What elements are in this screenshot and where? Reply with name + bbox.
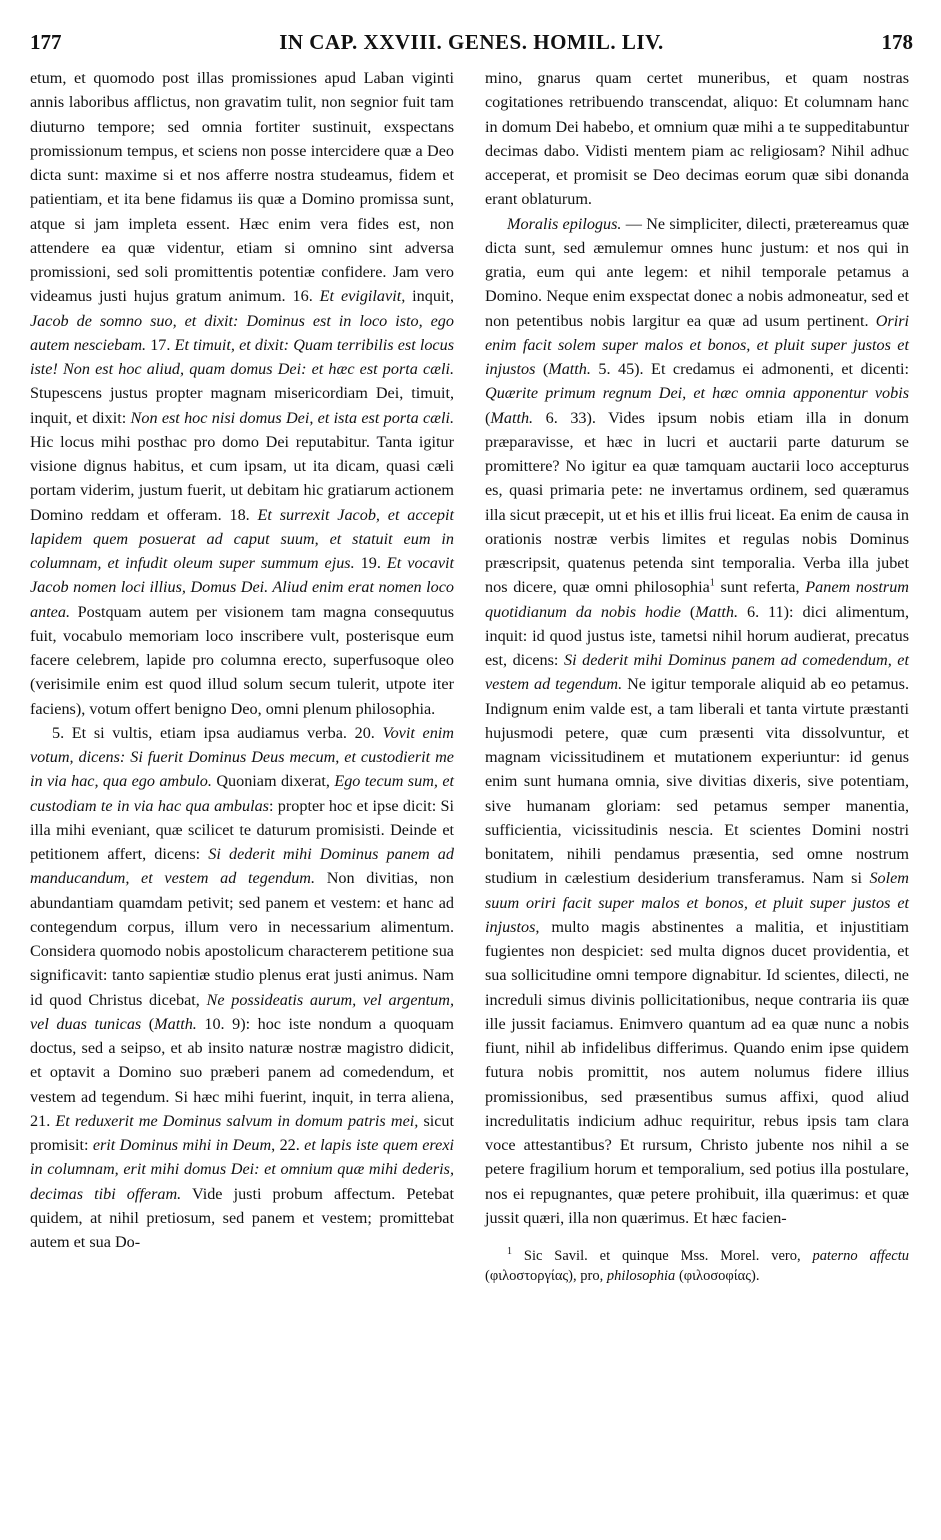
text-run: : propter hoc et ipse dicit: Si illa mihi eveniant, quæ scilicet te daturum promisisti. Deinde et petitionem affert, dicens:: [30, 796, 454, 863]
text-run: 5. 45). Et credamus ei admonenti, et dicenti:: [590, 360, 909, 378]
text-run: (φιλοστοργίας), pro,: [485, 1268, 607, 1284]
italic-text: Et evigilavit,: [319, 287, 406, 306]
paragraph: [485, 212, 909, 1231]
italic-text: Si dederit mihi Dominus panem ad manducandum, et vestem ad tegendum.: [30, 845, 454, 888]
italic-text: Si dederit mihi Dominus panem ad comedendum, et vestem ad tegendum.: [485, 651, 909, 694]
text-run: Vide justi probum affectum. Petebat quidem, at nihil pretiosum, sed panem et vestem; promittebat autem et sua Do-: [30, 1184, 454, 1251]
italic-text: Et vocavit Jacob nomen loci illius, Domus Dei. Aliud enim erat nomen loco antea.: [30, 554, 454, 621]
text-run: Quoniam dixerat,: [211, 772, 335, 791]
text-run: (: [485, 408, 491, 427]
text-run: sunt referta,: [714, 578, 806, 597]
paragraph: [485, 66, 909, 212]
text-run: Stupescens justus propter magnam misericordiam Dei, timuit, inquit, et dixit:: [30, 384, 454, 427]
italic-text: et lapis iste quem erexi in columnam, erit mihi domus Dei: et omnium quæ mihi dederis, decimas tibi offeram.: [30, 1136, 454, 1203]
text-run: Ne igitur temporale aliquid ab eo petamus. Indignum enim valde est, a tam liberali et tanta virtute præstanti hujusmodi petere, quæ cum præsenti vita dissolvuntur, et magnam vicissitudinem et mutationem experiuntur: id genus enim sunt humana omnia, sive divitias dixeris, sive potentiam, sive humanam gloriam: sed petamus semper manentia, sufficientia, vicissitudinis nescia. Et scientes Domini nostri bonitatem, nihili pendamus præsentia, sed omne nostrum studium in cælestium desiderium transferamus. Nam si: [485, 675, 909, 888]
footnote-marker: 1: [507, 1246, 512, 1258]
italic-text: erit Dominus mihi in Deum: [92, 1136, 272, 1154]
text-run: 6. 33). Vides ipsum nobis etiam illa in donum præparavisse, et hæc in lucri et auctarii parte daturum se promittere? No igitur ea quæ tamquam auctarii loco accepturus es, quasi primaria pete: ne invertamus ordinem, sed quæramus illa sicut præcepit, ut et his et illis frui liceat. Ea enim de causa in orationis nostræ verbis limites et regulas nobis Dominus præscripsit, quatenus petenda sint temporalia. Verba illa jubet nos dicere, quæ omni philosophia: [485, 408, 909, 597]
text-run: (: [535, 360, 549, 378]
paragraph: [30, 721, 454, 1255]
italic-text: paterno affectu: [812, 1248, 909, 1264]
italic-text: Matth.: [490, 408, 534, 427]
italic-text: Jacob de somno suo, et dixit: Dominus est in loco isto, ego autem nesciebam.: [30, 311, 454, 354]
text-run: (: [141, 1014, 155, 1033]
text-run: 6. 11): dici alimentum, inquit: id quod justus iste, tametsi nihil horum audierat, precatus est, dicens:: [485, 602, 910, 669]
text-run: (φιλοσοφίας).: [675, 1268, 760, 1284]
text-run: (: [680, 602, 696, 621]
italic-text: Solem suum oriri facit super malos et bonos, et pluit super justos et injustos,: [485, 869, 909, 936]
italic-text: Matth.: [695, 602, 739, 621]
text-run: etum, et quomodo post illas promissiones apud Laban viginti annis laboribus afflictus, non gravatim tulit, non segnior fuit tam diuturno tempore; sed omnia fortiter sustinuit, exspectans promissionum tempus, et sciens non posse intercidere quæ a Deo dicta sunt: maxime si et nos afferre nostra studeamus, fidem et patientiam, et ita bene fidamus iis quæ a Domino promissa sunt, atque si jam impleta essent. Hæc enim vera fides est, non attendere ea quæ videntur, etiam si omnino sint adversa promissioni, sed soli promittentis potentiæ confidere. Jam vero videamus justi hujus gratum animum. 16.: [30, 69, 454, 306]
text-run: — Ne simpliciter, dilecti, prætereamus quæ dicta sunt, sed æmulemur omnes hunc justum: et nos qui in gratia, eum qui ante legem: et nihil temporale petamus a Domino. Neque enim exspectat donec a nobis admoneatur, sed et non petentibus nobis largitur ea quæ ad usum pertinent.: [485, 214, 909, 330]
right-text-column: [485, 66, 909, 1286]
text-run: Postquam autem per visionem tam magna consequutus fuit, vocabulo memoriam loco inscribere vult, posterisque eum facere celebrem, lapide pro columna erecto, superfusoque oleo (verisimile enim est quod illud solum secum tulerit, utpote iter faciens), votum offert benigno Deo, omni plenum philosophia.: [30, 602, 454, 718]
italic-text: Non est hoc nisi domus Dei, et ista est porta cæli.: [130, 408, 454, 427]
italic-text: Et timuit, et dixit: Quam terribilis est locus iste! Non est hoc aliud, quam domus Dei: et hæc est porta cæli.: [30, 335, 454, 378]
italic-text: Vovit enim votum, dicens: Si fuerit Dominus Deus mecum, et custodierit me in via hac, qua ego ambulo.: [30, 723, 454, 791]
text-run: sicut promisit:: [30, 1111, 455, 1154]
italic-text: Ne possideatis aurum, vel argentum, vel duas tunicas: [30, 990, 454, 1033]
left-page-number: 177: [30, 30, 62, 54]
text-run: multo magis abstinentes a malitia, et injustitiam fugientes non despiciet: sed multa dignos ducet providentia, et sua sollicitudine omni tempore dignabitur. Id scientes, dilecti, ne increduli simus divinis pollicitationibus, neque contraria iis quæ ille jussit faciamus. Enimvero quantum ad ea quæ nunc a nobis fiunt, nihil ab infidelibus differimus. Quando enim ipse quidem futura nobis promittit, nos autem nolumus fidere illius promissionibus, sed præsentibus sumus affixi, quod aliud incredulitatis indicium adhuc requiritur, rebus ipsis tam clara voce attestantibus? Et rursum, Christo jubente nos nihil a se petere fragilium horum et temporalium, sed potius illa postulare, nos ei repugnantes, quæ petere prohibuit, illa quærimus: et quæ jussit quæri, illa non quærimus. Et hæc facien-: [485, 917, 909, 1227]
italic-text: Matth.: [154, 1014, 197, 1033]
italic-text: Oriri enim facit solem super malos et bonos, et pluit super justos et injustos: [485, 311, 909, 378]
text-run: 19.: [354, 554, 387, 572]
italic-text: Et surrexit Jacob, et accepit lapidem quem posuerat ad caput suum, et statuit eum in columnam, et infudit oleum super summum ejus.: [30, 505, 454, 572]
footnote-marker: 1: [709, 577, 715, 589]
running-title: IN CAP. XXVIII. GENES. HOMIL. LIV.: [279, 30, 664, 54]
text-run: inquit,: [405, 287, 454, 306]
italic-text: Moralis epilogus.: [507, 214, 622, 233]
right-page-number: 178: [881, 30, 913, 54]
text-run: Hic locus mihi posthac pro domo Dei reputabitur. Tanta igitur visione dignus habitus, et cum ipsam, ut ita dicam, quasi cæli portam viderim, justum fuerit, ut debitam hic gratiarum actionem Domino reddam et offeram. 18.: [30, 432, 454, 524]
text-run: 5. Et si vultis, etiam ipsa audiamus verba. 20.: [52, 723, 383, 742]
italic-text: Quærite primum regnum Dei, et hæc omnia apponentur vobis: [485, 384, 909, 403]
italic-text: Ego tecum sum, et custodiam te in via hac qua ambulas: [30, 772, 455, 815]
italic-text: Panem nostrum quotidianum da nobis hodie: [485, 578, 909, 621]
text-run: 17.: [146, 335, 175, 354]
italic-text: Et reduxerit me Dominus salvum in domum patris mei,: [55, 1111, 419, 1130]
text-run: Non divitias, non abundantiam quamdam petivit; sed panem et vestem: et hanc ad contegendum corpus, illum vero in necessarium alimentum. Considera quomodo nobis apostolicum characterem petitione sua significavit: tanto sapientiæ studio plenus erat justi animus. Nam id quod Christus dicebat,: [30, 869, 454, 1009]
running-header: [30, 30, 913, 60]
footnote: [485, 1246, 909, 1286]
left-text-column: [30, 66, 454, 1254]
text-run: Sic Savil. et quinque Mss. Morel. vero,: [512, 1248, 813, 1264]
text-run: 10. 9): hoc iste nondum a quoquam doctus, sed a seipso, et ab insito naturæ nostræ magistro didicit, et optavit a Domino suo præberi panem ad comedendum, et vestem ad tegendum. Si hæc mihi fuerint, inquit, in terra aliena, 21.: [30, 1014, 454, 1130]
text-run: , 22.: [271, 1136, 305, 1154]
text-run: mino, gnarus quam certet muneribus, et quam nostras cogitationes retribuendo transcendat, aliquo: Et columnam hanc in domum Dei habebo, et omnium quæ mihi a te suppeditabuntur decimas dabo. Vidisti mentem piam ac religiosam? Nihil adhuc acceperat, et promisit se Deo decimas eorum quæ sibi donanda erant oblaturum.: [485, 69, 909, 209]
italic-text: philosophia: [606, 1268, 676, 1284]
paragraph: [30, 66, 454, 721]
italic-text: Matth.: [548, 360, 591, 378]
